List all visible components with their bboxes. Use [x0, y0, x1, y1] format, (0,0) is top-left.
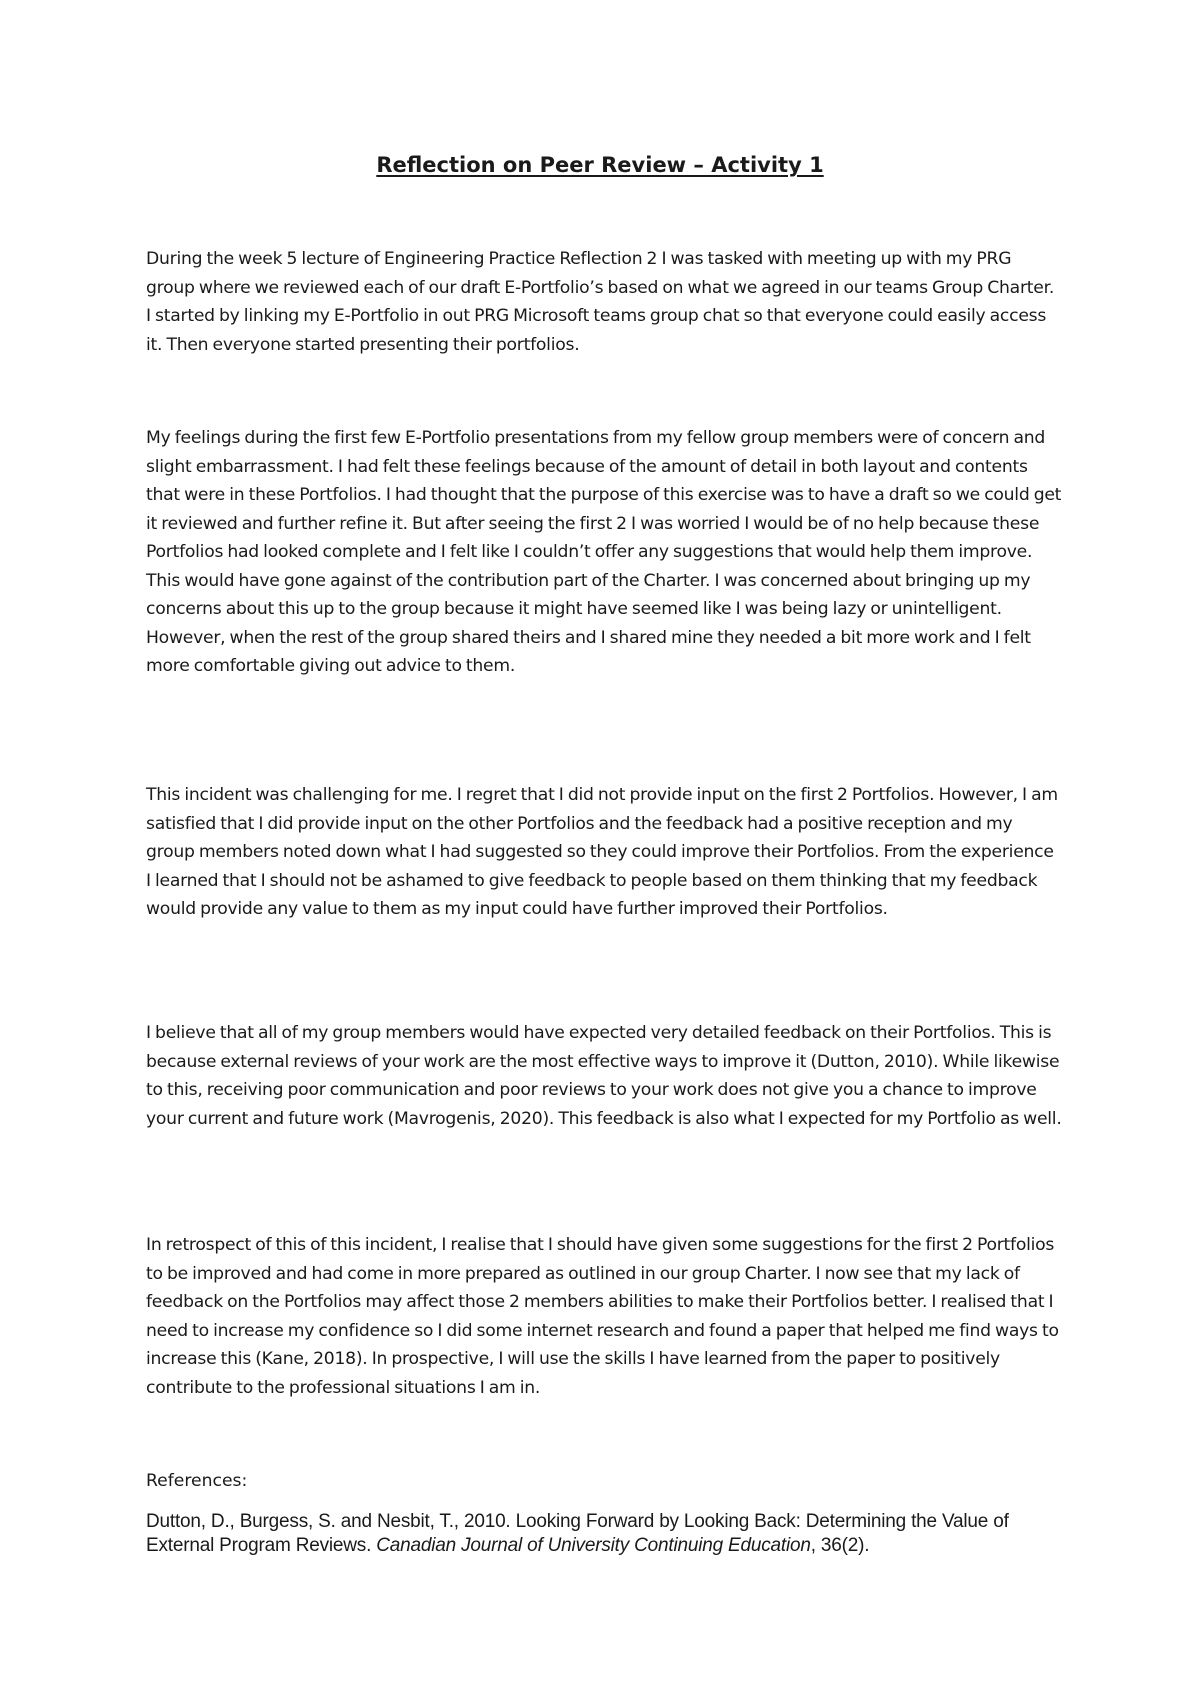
paragraph-feelings: My feelings during the first few E-Portfolio presentations from my fellow group members were of concern and slight embarrassment. I had felt these feelings because of the amount of detail in both layout and contents that were in these Portfolios. I had thought that the purpose of this exercise was to have a draft so we could get it reviewed and further refine it. But after seeing the first 2 I was worried I would be of no help because these Portfolios had looked complete and I felt like I couldn’t offer any suggestions that would help them improve. This would have gone against of the contribution part of the Charter. I was concerned about bringing up my concerns about this up to the group because it might have seemed like I was being lazy or unintelligent. However, when the rest of the group shared theirs and I shared mine they needed a bit more work and I felt more comfortable giving out advice to them.	[146, 428, 1062, 676]
reference-volume: , 36(2).	[810, 1535, 870, 1556]
paragraph-evaluation: This incident was challenging for me. I regret that I did not provide input on the first 2 Portfolios. However, I am satisfied that I did provide input on the other Portfolios and the feedback had a positive reception and my group members noted down what I had suggested so they could improve their Portfolios. From the experience I learned that I should not be ashamed to give feedback to people based on them thinking that my feedback would provide any value to them as my input could have further improved their Portfolios.	[146, 785, 1058, 919]
paragraph-conclusion: In retrospect of this of this incident, I realise that I should have given some suggestions for the first 2 Portfolios to be improved and had come in more prepared as outlined in our group Charter. I now see that my lack of feedback on the Portfolios may affect those 2 members abilities to make their Portfolios better. I realised that I need to increase my confidence so I did some internet research and found a paper that helped me find ways to increase this (Kane, 2018). In prospective, I will use the skills I have learned from the paper to positively contribute to the professional situations I am in.	[146, 1235, 1059, 1398]
reference-citation: Dutton, D., Burgess, S. and Nesbit, T., 2010. Looking Forward by Looking Back: Determining the Value of External Program Reviews.	[146, 1511, 1009, 1556]
reference-entry	[146, 1510, 1046, 1558]
reference-journal: Canadian Journal of University Continuing Education	[376, 1535, 811, 1556]
paragraph-introduction: During the week 5 lecture of Engineering Practice Reflection 2 I was tasked with meeting up with my PRG group where we reviewed each of our draft E-Portfolio’s based on what we agreed in our teams Group Charter. I started by linking my E-Portfolio in out PRG Microsoft teams group chat so that everyone could easily access it. Then everyone started presenting their portfolios.	[146, 249, 1055, 355]
document-title: Reflection on Peer Review – Activity 1	[376, 153, 824, 177]
paragraph-analysis: I believe that all of my group members would have expected very detailed feedback on their Portfolios. This is because external reviews of your work are the most effective ways to improve it (Dutton, 2010). While likewise to this, receiving poor communication and poor reviews to your work does not give you a chance to improve your current and future work (Mavrogenis, 2020). This feedback is also what I expected for my Portfolio as well.	[146, 1023, 1062, 1129]
references-heading: References:	[146, 1471, 248, 1491]
